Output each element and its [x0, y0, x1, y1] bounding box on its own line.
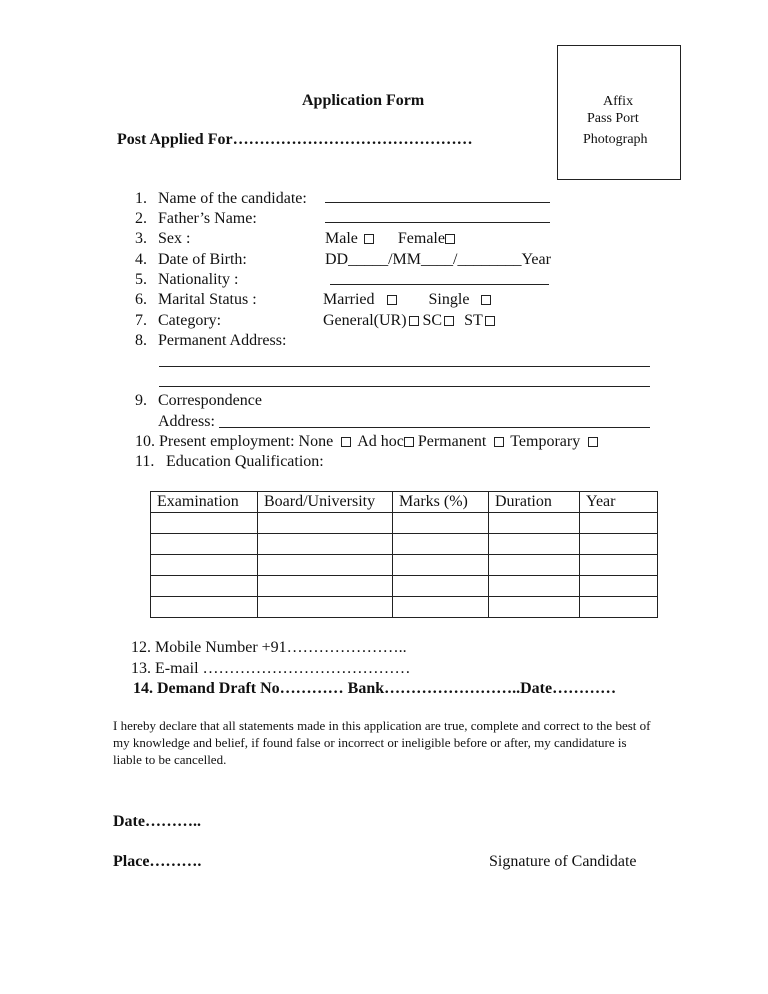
photo-label-passport: Pass Port [587, 111, 639, 126]
table-cell[interactable] [258, 513, 393, 534]
sc-checkbox[interactable] [444, 316, 454, 326]
permanent-checkbox[interactable] [494, 437, 504, 447]
married-label: Married [323, 291, 375, 308]
field-number: 10. [135, 433, 155, 450]
marital-options [323, 290, 491, 310]
field-number: 5. [135, 271, 147, 288]
column-header: Duration [489, 492, 580, 513]
table-cell[interactable] [393, 534, 489, 555]
post-applied-for[interactable]: Post Applied For……………………………………… [117, 131, 473, 148]
dob-label: Date of Birth: [158, 251, 247, 268]
married-checkbox[interactable] [387, 295, 397, 305]
date-field[interactable]: Date……….. [113, 813, 201, 830]
field-number: 8. [135, 332, 147, 349]
table-row [151, 534, 658, 555]
field-number: 2. [135, 210, 147, 227]
signature-label: Signature of Candidate [489, 853, 637, 870]
column-header: Board/University [258, 492, 393, 513]
form-title: Application Form [302, 92, 425, 109]
name-input-line[interactable] [325, 202, 550, 203]
education-table [150, 491, 658, 618]
correspondence-label: Correspondence [158, 392, 262, 409]
demand-draft-field[interactable]: 14. Demand Draft No………… Bank……………………..Date………… [133, 680, 617, 697]
table-cell[interactable] [393, 597, 489, 618]
sex-label: Sex : [158, 230, 191, 247]
table-cell[interactable] [489, 513, 580, 534]
dob-input[interactable]: DD_____/MM____/________Year [325, 251, 551, 268]
column-header: Marks (%) [393, 492, 489, 513]
nationality-input-line[interactable] [330, 284, 549, 285]
field-number: 9. [135, 392, 147, 409]
field-number: 6. [135, 291, 147, 308]
permanent-address-line-2[interactable] [159, 386, 650, 387]
single-label: Single [428, 291, 470, 308]
column-header: Year [580, 492, 658, 513]
single-checkbox[interactable] [481, 295, 491, 305]
adhoc-checkbox[interactable] [404, 437, 414, 447]
declaration-text: I hereby declare that all statements made in this application are true, complete and correct to the best of my knowledge and belief, if found false or incorrect or ineligible before or after, my candidature is liable to be cancelled. [113, 718, 651, 767]
employment-row [135, 432, 598, 452]
photo-label-photograph: Photograph [583, 132, 648, 147]
permanent-address-label: Permanent Address: [158, 332, 287, 349]
table-cell[interactable] [258, 597, 393, 618]
table-cell[interactable] [151, 513, 258, 534]
table-cell[interactable] [580, 534, 658, 555]
employment-label: Present employment: [159, 433, 295, 450]
table-cell[interactable] [393, 576, 489, 597]
table-header-row [151, 492, 658, 513]
category-options [323, 311, 495, 331]
temporary-checkbox[interactable] [588, 437, 598, 447]
table-cell[interactable] [580, 597, 658, 618]
sex-options [325, 229, 455, 249]
st-label: ST [464, 312, 483, 329]
field-number: 7. [135, 312, 147, 329]
table-cell[interactable] [258, 576, 393, 597]
general-label: General(UR) [323, 312, 407, 329]
correspondence-address-line[interactable] [219, 427, 650, 428]
table-cell[interactable] [580, 576, 658, 597]
table-row [151, 597, 658, 618]
permanent-label: Permanent [417, 433, 487, 450]
father-name-input-line[interactable] [325, 222, 550, 223]
field-number: 1. [135, 190, 147, 207]
female-checkbox[interactable] [445, 234, 455, 244]
male-label: Male [325, 230, 358, 247]
permanent-address-line-1[interactable] [159, 366, 650, 367]
table-cell[interactable] [151, 534, 258, 555]
table-cell[interactable] [489, 576, 580, 597]
table-cell[interactable] [258, 534, 393, 555]
male-checkbox[interactable] [364, 234, 374, 244]
place-field[interactable]: Place………. [113, 853, 202, 870]
table-cell[interactable] [489, 555, 580, 576]
general-checkbox[interactable] [409, 316, 419, 326]
marital-status-label: Marital Status : [158, 291, 257, 308]
photograph-box [557, 45, 681, 180]
none-label: None [298, 433, 334, 450]
table-cell[interactable] [489, 597, 580, 618]
photo-label-affix: Affix [603, 94, 634, 109]
nationality-label: Nationality : [158, 271, 239, 288]
mobile-number-field[interactable]: 12. Mobile Number +91………………….. [131, 639, 407, 656]
table-cell[interactable] [489, 534, 580, 555]
field-number: 11. [135, 453, 155, 470]
table-cell[interactable] [393, 513, 489, 534]
field-number: 4. [135, 251, 147, 268]
st-checkbox[interactable] [485, 316, 495, 326]
none-checkbox[interactable] [341, 437, 351, 447]
table-cell[interactable] [580, 513, 658, 534]
table-cell[interactable] [393, 555, 489, 576]
female-label: Female [397, 230, 445, 247]
temporary-label: Temporary [510, 433, 581, 450]
name-label: Name of the candidate: [158, 190, 307, 207]
education-label: Education Qualification: [166, 453, 324, 470]
table-cell[interactable] [580, 555, 658, 576]
table-cell[interactable] [151, 555, 258, 576]
adhoc-label: Ad hoc [357, 433, 404, 450]
father-name-label: Father’s Name: [158, 210, 257, 227]
field-number: 3. [135, 230, 147, 247]
table-row [151, 576, 658, 597]
sc-label: SC [422, 312, 443, 329]
table-row [151, 513, 658, 534]
category-label: Category: [158, 312, 222, 329]
table-row [151, 555, 658, 576]
correspondence-address-label: Address: [158, 413, 215, 430]
column-header: Examination [151, 492, 258, 513]
table-cell[interactable] [151, 576, 258, 597]
table-cell[interactable] [258, 555, 393, 576]
table-cell[interactable] [151, 597, 258, 618]
email-field[interactable]: 13. E-mail ………………………………… [131, 660, 411, 677]
